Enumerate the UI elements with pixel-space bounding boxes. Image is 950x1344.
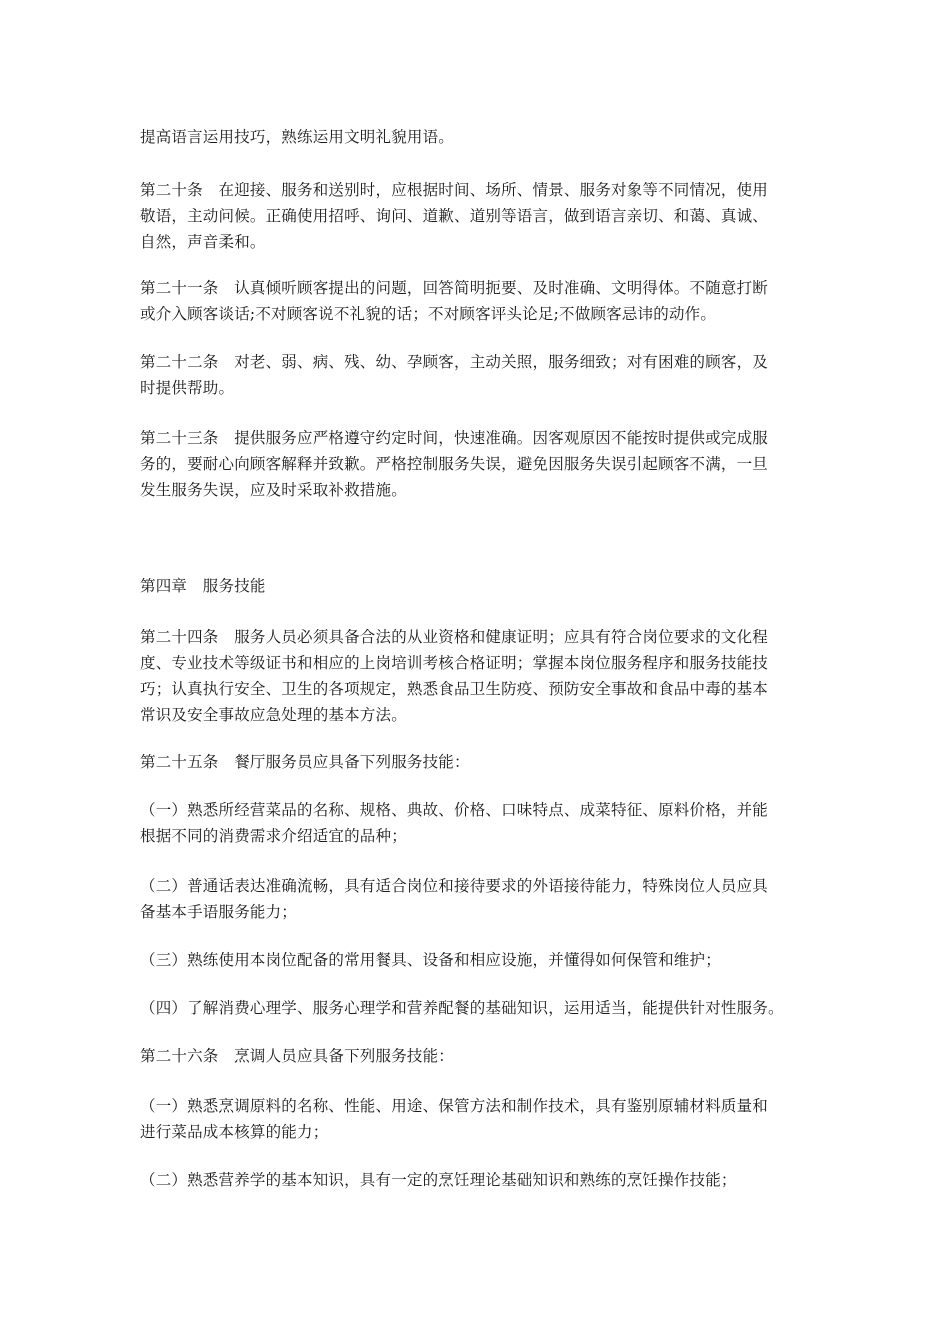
text-line: 第二十五条 餐厅服务员应具备下列服务技能：	[140, 753, 470, 771]
text-line: 发生服务失误，应及时采取补救措施。	[140, 481, 407, 499]
text-line: 进行菜品成本核算的能力；	[140, 1123, 329, 1141]
text-line: 第二十六条 烹调人员应具备下列服务技能：	[140, 1047, 455, 1065]
text-line: 根据不同的消费需求介绍适宜的品种；	[140, 827, 407, 845]
text-line: （一）熟悉烹调原料的名称、性能、用途、保管方法和制作技术，具有鉴别原辅材料质量和	[140, 1097, 769, 1115]
text-line: 自然，声音柔和。	[140, 233, 266, 251]
text-line: 第二十三条 提供服务应严格遵守约定时间，快速准确。因客观原因不能按时提供或完成服	[140, 429, 769, 447]
text-line: 提高语言运用技巧，熟练运用文明礼貌用语。	[140, 128, 455, 146]
text-line: 第二十条 在迎接、服务和送别时，应根据时间、场所、情景、服务对象等不同情况，使用	[140, 181, 769, 199]
text-line: 度、专业技术等级证书和相应的上岗培训考核合格证明；掌握本岗位服务程序和服务技能技	[140, 654, 769, 672]
chapter-title: 第四章 服务技能	[140, 577, 266, 595]
text-line: 或介入顾客谈话;不对顾客说不礼貌的话；不对顾客评头论足;不做顾客忌讳的动作。	[140, 305, 717, 323]
text-line: 务的，要耐心向顾客解释并致歉。严格控制服务失误，避免因服务失误引起顾客不满，一旦	[140, 455, 769, 473]
text-line: 第二十四条 服务人员必须具备合法的从业资格和健康证明；应具有符合岗位要求的文化程	[140, 628, 769, 646]
text-line: 备基本手语服务能力；	[140, 903, 298, 921]
text-line: 巧；认真执行安全、卫生的各项规定，熟悉食品卫生防疫、预防安全事故和食品中毒的基本	[140, 680, 769, 698]
text-line: （二）普通话表达准确流畅，具有适合岗位和接待要求的外语接待能力，特殊岗位人员应具	[140, 877, 769, 895]
text-line: 第二十一条 认真倾听顾客提出的问题，回答简明扼要、及时准确、文明得体。不随意打断	[140, 279, 769, 297]
text-line: （三）熟练使用本岗位配备的常用餐具、设备和相应设施，并懂得如何保管和维护；	[140, 951, 721, 969]
text-line: （二）熟悉营养学的基本知识，具有一定的烹饪理论基础知识和熟练的烹饪操作技能；	[140, 1171, 737, 1189]
text-line: 第二十二条 对老、弱、病、残、幼、孕顾客，主动关照，服务细致；对有困难的顾客，及	[140, 353, 769, 371]
text-line: 敬语，主动问候。正确使用招呼、询问、道歉、道别等语言，做到语言亲切、和蔼、真诚、	[140, 207, 769, 225]
text-line: （一）熟悉所经营菜品的名称、规格、典故、价格、口味特点、成菜特征、原料价格，并能	[140, 801, 769, 819]
text-line: 时提供帮助。	[140, 379, 235, 397]
text-line: （四）了解消费心理学、服务心理学和营养配餐的基础知识，运用适当，能提供针对性服务。	[140, 999, 784, 1017]
text-line: 常识及安全事故应急处理的基本方法。	[140, 706, 407, 724]
